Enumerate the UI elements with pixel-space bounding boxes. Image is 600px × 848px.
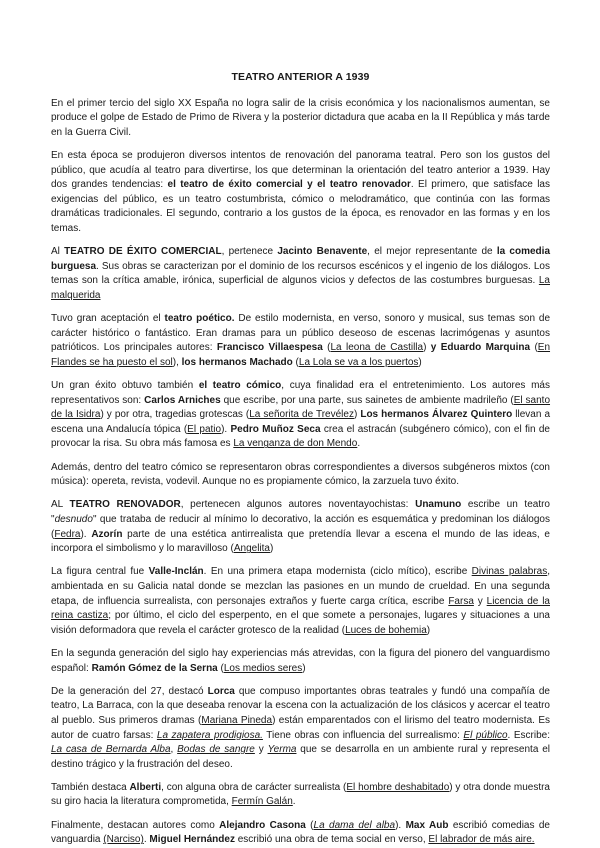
paragraph: En la segunda generación del siglo hay experiencias más atrevidas, con la figura del pionero del vanguardismo español: Ramón Gómez de la Serna (Los medios seres) <box>51 647 550 674</box>
emphasis-text: Lorca <box>207 685 235 697</box>
work-title: El patio <box>187 423 222 435</box>
work-title: La leona de Castilla <box>330 342 424 354</box>
work-title: Yerma <box>267 744 297 756</box>
work-title: (Narciso) <box>103 834 144 846</box>
paragraph: Finalmente, destacan autores como Alejandro Casona (La dama del alba). Max Aub escribió comedias de vanguardia (Narciso). Miguel Hernández escribió una obra de tema social en verso, El labrador de más aire. <box>51 819 550 846</box>
work-title: Mariana Pineda <box>201 714 273 726</box>
emphasis-text: la comedia burguesa <box>51 246 551 272</box>
emphasis-text: Alejandro Casona <box>219 819 306 831</box>
paragraph: En esta época se produjeron diversos intentos de renovación del panorama teatral. Pero son los gustos del público, que acudía al teatro para divertirse, los que determinan la orientación del teatro anterior a 1939. Hay dos grandes tendencias: el teatro de éxito comercial y el teatro renovador. El primero, que satisface las exigencias del público, es un teatro costumbrista, cómico o melodramático, que continúa con las formas dramáticas tradicionales. El segundo, contrario a los gustos de la época, es renovador en las formas y en los temas. <box>51 149 550 234</box>
work-title: Fedra <box>54 528 81 540</box>
work-title: Divinas palabras <box>471 566 548 578</box>
paragraph: Al TEATRO DE ÉXITO COMERCIAL, pertenece Jacinto Benavente, el mejor representante de la comedia burguesa. Sus obras se caracterizan por el dominio de los recursos escénicos y el ingenio de los diálogos. Los temas son la crítica amable, irónica, superficial de algunos vicios y defectos de las costumbres burguesas. La malquerida <box>51 246 551 301</box>
work-title: El santo de la Isidra <box>51 394 551 421</box>
work-title: En Flandes se ha puesto el sol <box>51 342 551 368</box>
work-title: El hombre deshabitado <box>346 781 450 793</box>
work-title: La señorita de Trevélez <box>249 409 354 421</box>
emphasis-text: Azorín <box>91 528 123 540</box>
paragraph: También destaca Alberti, con alguna obra de carácter surrealista (El hombre deshabitado) y otra donde muestra su giro hacia la literatura comprometida, Fermín Galán. <box>51 781 550 808</box>
emphasis-text: TEATRO RENOVADOR <box>69 499 181 511</box>
emphasis-text: Max Aub <box>405 819 449 831</box>
paragraph: Además, dentro del teatro cómico se representaron obras correspondientes a diversos subgéneros mixtos (con música): opereta, revista, vodevil. Aunque no es propiamente cómico, la zarzuela tuvo éxito. <box>51 461 550 488</box>
italic-text: desnudo <box>54 514 93 525</box>
paragraph: En el primer tercio del siglo XX España no logra salir de la crisis económica y los nacionalismos aumentan, se produce el golpe de Estado de Primo de Rivera y la posterior dictadura que acaba en la II República y más tarde en la Guerra Civil. <box>51 97 550 138</box>
emphasis-text: Ramón Gómez de la Serna <box>91 662 218 674</box>
emphasis-text: Unamuno <box>415 499 462 511</box>
work-title: La Lola se va a los puertos <box>298 356 419 368</box>
emphasis-text: y Eduardo Marquina <box>430 342 531 354</box>
work-title: El público <box>463 729 508 741</box>
emphasis-text: TEATRO DE ÉXITO COMERCIAL <box>64 246 222 258</box>
document-title: TEATRO ANTERIOR A 1939 <box>231 71 370 83</box>
paragraph: Un gran éxito obtuvo también el teatro cómico, cuya finalidad era el entretenimiento. Los autores más representativos son: Carlos Arniches que escribe, por una parte, sus sainetes de ambiente madrileño (El santo de la Isidra) y por otra, tragedias grotescas (La señorita de Trevélez) Los hermanos Álvarez Quintero llevan a escena una Andalucía tópica (El patio). Pedro Muñoz Seca crea el astracán (subgénero cómico), con el fin de provocar la risa. Su obra más famosa es La venganza de don Mendo. <box>51 380 551 450</box>
work-title: La venganza de don Mendo <box>233 438 358 450</box>
emphasis-text: Los hermanos Álvarez Quintero <box>360 409 513 421</box>
work-title: El labrador de más aire. <box>428 834 535 846</box>
emphasis-text: teatro poético. <box>164 313 235 325</box>
paragraph: Tuvo gran aceptación el teatro poético. De estilo modernista, en verso, sonoro y musical, sus temas son de carácter histórico o fantástico. Eran dramas para un público deseoso de escenas lacrimógenas y asuntos patrióticos. Los principales autores: Francisco Villaespesa (La leona de Castilla) y Eduardo Marquina (En Flandes se ha puesto el sol), los hermanos Machado (La Lola se va a los puertos) <box>51 313 551 368</box>
emphasis-text: los hermanos Machado <box>181 356 293 368</box>
work-title: Los medios seres <box>223 662 303 674</box>
emphasis-text: el teatro cómico <box>198 380 282 392</box>
work-title: Farsa <box>448 595 474 607</box>
work-title: La casa de Bernarda Alba <box>51 744 171 756</box>
work-title: Angelita <box>233 543 270 555</box>
paragraph: De la generación del 27, destacó Lorca que compuso importantes obras teatrales y fundó una compañía de teatro, La Barraca, con la que deseaba renovar la escena con la actualización de los clásicos y acercar el teatro al pueblo. Sus primeros dramas (Mariana Pineda) están emparentados con el lirismo del teatro modernista. Es autor de cuatro farsas: La zapatera prodigiosa. Tiene obras con influencia del surrealismo: El público. Escribe: La casa de Bernarda Alba, Bodas de sangre y Yerma que se desarrolla en un ambiente rural y representa el destino trágico y la frustración del deseo. <box>51 685 550 770</box>
work-title: La malquerida <box>51 275 550 301</box>
work-title: Licencia de la reina castiza <box>51 595 550 622</box>
work-title: Fermín Galán <box>231 796 293 808</box>
emphasis-text: Miguel Hernández <box>149 834 235 846</box>
emphasis-text: el teatro de éxito comercial y el teatro renovador <box>167 179 411 191</box>
work-title: Bodas de sangre <box>177 744 255 756</box>
work-title: Luces de bohemia <box>345 624 427 636</box>
emphasis-text: Alberti <box>129 781 162 793</box>
paragraph: La figura central fue Valle-Inclán. En una primera etapa modernista (ciclo mítico), escribe Divinas palabras, ambientada en su Galicia natal donde se mezclan las pasiones en un mundo de crueldad. En una segunda etapa, de influencia surrealista, con personajes extraños y fuerte carga crítica, escribe Farsa y Licencia de la reina castiza; por último, el ciclo del esperpento, en el que somete a personajes, lugares y situaciones a una visión deformadora que revela el carácter grotesco de la realidad (Luces de bohemia) <box>51 566 550 636</box>
emphasis-text: Valle-Inclán <box>148 566 204 578</box>
emphasis-text: Jacinto Benavente <box>277 246 368 258</box>
emphasis-text: Carlos Arniches <box>144 394 221 406</box>
emphasis-text: Francisco Villaespesa <box>216 342 323 354</box>
work-title: La zapatera prodigiosa. <box>156 729 263 741</box>
document-body <box>51 97 550 848</box>
emphasis-text: Pedro Muñoz Seca <box>230 423 321 435</box>
work-title: La dama del alba <box>313 819 396 831</box>
paragraph: AL TEATRO RENOVADOR, pertenecen algunos autores noventayochistas: Unamuno escribe un teatro "desnudo" que trataba de reducir al mínimo lo decorativo, la acción es esquemática y predominan los diálogos (Fedra). Azorín parte de una estética antirrealista que pretendía llevar a escena el mundo de las ideas, e incorpora el simbolismo y lo maravilloso (Angelita) <box>51 499 550 555</box>
